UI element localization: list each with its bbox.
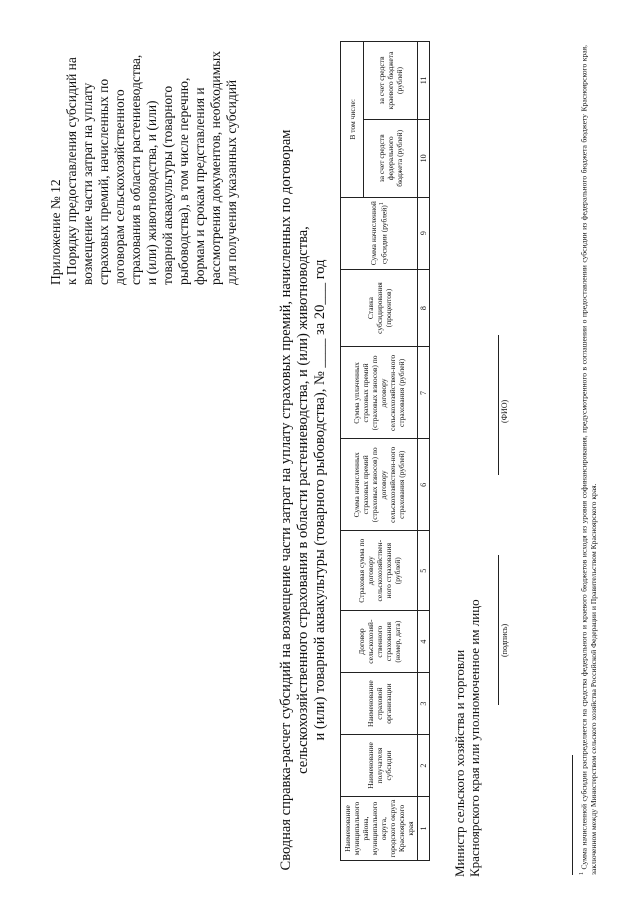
signature-line[interactable]: [486, 555, 499, 705]
footnote-divider: [572, 755, 573, 875]
table-number-row: [418, 42, 430, 861]
header-insured-sum: Страховая сумма по договору сельскохозяйствен-ного страхования (рублей): [341, 531, 418, 611]
column-number: 8: [418, 269, 430, 347]
header-accrued-premiums: Сумма начисленных страховых премий (страховых взносов) по договору сельскохозяйствен-ного страхования (рублей): [341, 439, 418, 531]
header-municipality: Наименование муниципального района, муниципального округа, городского округа Красноярского края: [341, 797, 418, 861]
column-number: 6: [418, 439, 430, 531]
column-number: 7: [418, 347, 430, 439]
column-number: 5: [418, 531, 430, 611]
header-accrued-subsidy: [341, 197, 418, 269]
column-number: 9: [418, 197, 430, 269]
subsidy-table: [340, 41, 430, 861]
column-number: 1: [418, 797, 430, 861]
signature-title-line-1: Министр сельского хозяйства и торговли: [452, 649, 467, 877]
column-number: 2: [418, 735, 430, 797]
appendix-text: к Порядку предоставления субсидий на возмещение части затрат на уплату страховых премий, начисленных по договорам сельскохозяйственного страхования в области растениеводства, и (или) животноводства, и (или) товарной аквакультуры (товарного рыбоводства), в том числе перечню, формам и срокам представления и рассмотрения документов, необходимых для получения указанных субсидий: [64, 51, 239, 285]
form-title-line-1: Сводная справка-расчет субсидий на возмещение части затрат на уплату страховых премий, начисленных по договорам: [278, 129, 294, 871]
name-caption: (ФИО): [500, 399, 509, 423]
header-rate: Ставка субсидирования (процентов): [341, 269, 418, 347]
footnote-text: Сумма начисленной субсидии распределяется на средства федерального и краевого бюджетов исходя из уровня софинансирования, предусмотренного в соглашении о предоставлении субсидии из федерального бюджета бюджету Красноярского края, заключенном между Министерством сельского хозяйства Российской Федерации и Правительством Красноярского края.: [579, 44, 599, 875]
footnote-ref: 1: [379, 202, 386, 206]
header-recipient: Наименование получателя субсидии: [341, 735, 418, 797]
column-number: 11: [418, 42, 430, 120]
column-number: 4: [418, 611, 430, 673]
signature-caption: (подпись): [500, 623, 509, 657]
header-accrued-subsidy-text: Сумма начисленной субсидии (рублей): [369, 201, 389, 266]
signature-title-line-2: Красноярского края или уполномоченное им лицо: [467, 599, 482, 877]
header-including: В том числе:: [341, 42, 364, 198]
signature-block: [452, 277, 482, 877]
footnote: [578, 45, 599, 875]
header-insurer: Наименование страховой организации: [341, 673, 418, 735]
footnote-marker: 1: [579, 872, 585, 875]
form-title-line-2: сельскохозяйственного страхования в области растениеводства, и (или) животноводства,: [295, 226, 311, 774]
column-number: 3: [418, 673, 430, 735]
signature-fields: [486, 245, 516, 705]
form-title: [278, 115, 329, 885]
appendix-block: [48, 45, 240, 285]
table-header-row: [341, 42, 364, 861]
header-paid-premiums: Сумма уплаченных страховых премий (страховых взносов) по договору сельскохозяйствен-ного страхования (рублей): [341, 347, 418, 439]
header-contract: Договор сельскохозяй-ственного страхования (номер, дата): [341, 611, 418, 673]
header-federal: за счет средств федерального бюджета (рублей): [364, 119, 418, 197]
column-number: 10: [418, 119, 430, 197]
name-line[interactable]: [486, 335, 499, 475]
header-regional: за счет средств краевого бюджета (рублей): [364, 42, 418, 120]
appendix-title: Приложение № 12: [48, 179, 63, 285]
form-title-line-3: и (или) товарной аквакультуры (товарного рыбоводства), № ____ за 20___ год: [312, 259, 328, 741]
